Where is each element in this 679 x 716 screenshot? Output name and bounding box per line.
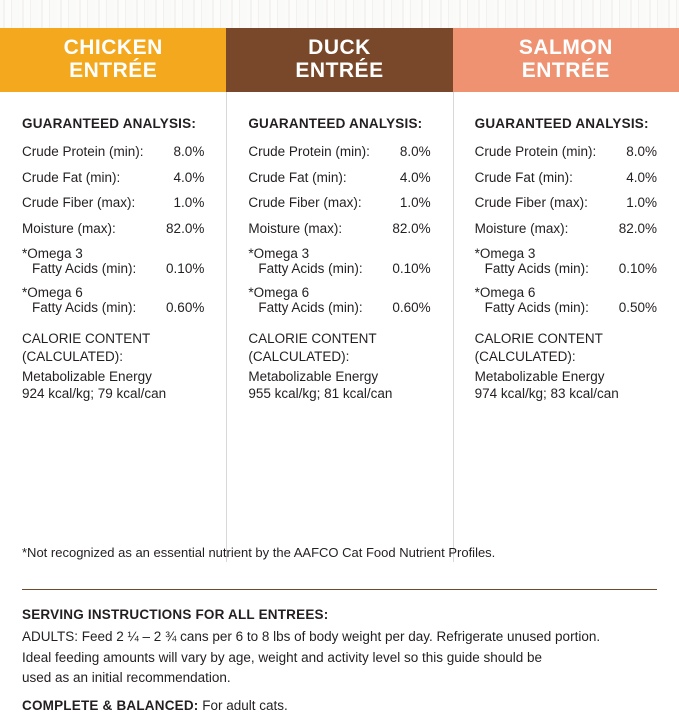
- horizontal-divider: [22, 589, 657, 590]
- row-value: 0.10%: [166, 261, 205, 276]
- entree-column-chicken: [0, 28, 226, 403]
- banner-chicken: [0, 28, 226, 92]
- row-label-line2: Fatty Acids (min):: [484, 261, 589, 276]
- complete-and-balanced: [22, 696, 662, 716]
- table-row: [475, 144, 657, 159]
- salmon-calorie-content: [475, 330, 657, 403]
- row-label-line2: Fatty Acids (min):: [32, 300, 137, 315]
- serving-instructions: [22, 605, 662, 716]
- table-row: [248, 195, 430, 210]
- row-label: Crude Fiber (max):: [22, 195, 136, 210]
- row-label: Moisture (max):: [474, 220, 569, 236]
- entree-columns: [0, 28, 679, 403]
- serving-line-guide-2: used as an initial recommendation.: [22, 669, 231, 685]
- table-row: [248, 144, 430, 159]
- entree-column-duck: [226, 28, 452, 403]
- banner-duck: [226, 28, 452, 92]
- table-row: [248, 170, 430, 185]
- metabolizable-energy-label: Metabolizable Energy: [248, 368, 379, 384]
- row-label: Crude Fat (min):: [474, 169, 573, 185]
- calorie-heading: CALORIE CONTENT: [474, 331, 603, 346]
- row-value: 0.50%: [618, 300, 657, 315]
- table-row: [22, 285, 204, 315]
- table-row: [475, 195, 657, 210]
- duck-body: [226, 92, 452, 403]
- banner-chicken-line2: ENTRÉE: [69, 59, 158, 82]
- row-label-line2: Fatty Acids (min):: [32, 261, 137, 276]
- aafco-footnote: *Not recognized as an essential nutrient by the AAFCO Cat Food Nutrient Profiles.: [22, 545, 496, 560]
- calorie-heading-sub: (CALCULATED):: [474, 348, 576, 364]
- banner-chicken-line1: CHICKEN: [63, 36, 163, 60]
- entree-column-salmon: [453, 28, 679, 403]
- row-value: 0.10%: [618, 261, 657, 276]
- column-divider: [226, 92, 227, 562]
- row-value: 0.60%: [392, 300, 431, 315]
- table-row: [475, 285, 657, 315]
- serving-line-adults: ADULTS: Feed 2 ¼ – 2 ¾ cans per 6 to 8 lbs of body weight per day. Refrigerate unused portion.: [22, 628, 601, 644]
- duck-guaranteed-analysis-title: GUARANTEED ANALYSIS:: [248, 116, 423, 131]
- duck-analysis-rows: [248, 144, 430, 315]
- calorie-heading: CALORIE CONTENT: [248, 331, 377, 346]
- table-row: [22, 246, 204, 276]
- row-label: Crude Protein (min):: [474, 144, 597, 159]
- banner-salmon: [453, 28, 679, 92]
- chicken-body: [0, 92, 226, 403]
- banner-salmon-line1: SALMON: [518, 36, 613, 60]
- row-value: 8.0%: [626, 144, 657, 159]
- row-label: Moisture (max):: [248, 220, 343, 236]
- banner-duck-line2: ENTRÉE: [295, 59, 384, 82]
- row-value: 82.0%: [166, 220, 205, 236]
- row-value: 0.10%: [392, 261, 431, 276]
- wood-texture-strip: [0, 0, 679, 28]
- row-label-line1: *Omega 3: [248, 246, 310, 261]
- table-row: [248, 246, 430, 276]
- table-row: [22, 144, 204, 159]
- chicken-guaranteed-analysis-title: GUARANTEED ANALYSIS:: [22, 116, 197, 131]
- row-label-line1: *Omega 6: [22, 285, 83, 300]
- row-label: Crude Protein (min):: [248, 144, 370, 159]
- banner-salmon-line2: ENTRÉE: [521, 59, 610, 82]
- table-row: [475, 170, 657, 185]
- duck-calorie-content: [248, 330, 430, 403]
- calorie-heading-sub: (CALCULATED):: [22, 348, 124, 364]
- metabolizable-energy-label: Metabolizable Energy: [22, 368, 152, 384]
- row-label: Crude Fiber (max):: [474, 195, 588, 210]
- table-row: [22, 221, 204, 236]
- row-value: 4.0%: [399, 169, 431, 185]
- metabolizable-energy-label: Metabolizable Energy: [474, 368, 605, 384]
- calorie-heading-sub: (CALCULATED):: [248, 348, 350, 364]
- row-label: Crude Fat (min):: [22, 169, 121, 185]
- table-row: [475, 246, 657, 276]
- serving-instructions-title: SERVING INSTRUCTIONS FOR ALL ENTREES:: [22, 607, 329, 622]
- banner-duck-line1: DUCK: [308, 36, 371, 60]
- row-label-line2: Fatty Acids (min):: [258, 261, 363, 276]
- row-label: Crude Fiber (max):: [248, 195, 362, 210]
- column-divider: [453, 92, 454, 562]
- row-label-line2: Fatty Acids (min):: [258, 300, 363, 315]
- table-row: [22, 195, 204, 210]
- row-value: 4.0%: [626, 169, 657, 185]
- calorie-heading: CALORIE CONTENT: [22, 331, 151, 346]
- chicken-analysis-rows: [22, 144, 204, 315]
- row-value: 4.0%: [173, 169, 205, 185]
- row-value: 8.0%: [399, 144, 431, 159]
- table-row: [248, 285, 430, 315]
- calorie-value: 955 kcal/kg; 81 kcal/can: [248, 386, 393, 402]
- row-value: 82.0%: [618, 220, 657, 236]
- row-value: 1.0%: [173, 195, 205, 210]
- row-label: Crude Protein (min):: [22, 144, 144, 159]
- row-label: Crude Fat (min):: [248, 169, 347, 185]
- row-value: 1.0%: [626, 195, 657, 210]
- salmon-analysis-rows: [475, 144, 657, 315]
- row-label-line1: *Omega 6: [474, 285, 536, 300]
- chicken-calorie-content: [22, 330, 204, 403]
- row-label-line1: *Omega 3: [474, 246, 536, 261]
- row-label-line2: Fatty Acids (min):: [484, 300, 589, 315]
- calorie-value: 974 kcal/kg; 83 kcal/can: [474, 386, 619, 402]
- table-row: [248, 221, 430, 236]
- salmon-body: [453, 92, 679, 403]
- row-label-line1: *Omega 6: [248, 285, 310, 300]
- table-row: [22, 170, 204, 185]
- salmon-guaranteed-analysis-title: GUARANTEED ANALYSIS:: [474, 116, 649, 131]
- table-row: [475, 221, 657, 236]
- row-label: Moisture (max):: [22, 220, 116, 236]
- row-value: 82.0%: [392, 220, 431, 236]
- calorie-value: 924 kcal/kg; 79 kcal/can: [22, 386, 167, 402]
- complete-and-balanced-label: COMPLETE & BALANCED:: [22, 698, 199, 714]
- row-value: 0.60%: [166, 300, 205, 315]
- serving-line-guide-1: Ideal feeding amounts will vary by age, weight and activity level so this guide should be: [22, 650, 543, 666]
- row-value: 8.0%: [173, 144, 205, 159]
- row-value: 1.0%: [399, 195, 431, 210]
- row-label-line1: *Omega 3: [22, 246, 83, 261]
- complete-and-balanced-text: For adult cats.: [198, 698, 288, 714]
